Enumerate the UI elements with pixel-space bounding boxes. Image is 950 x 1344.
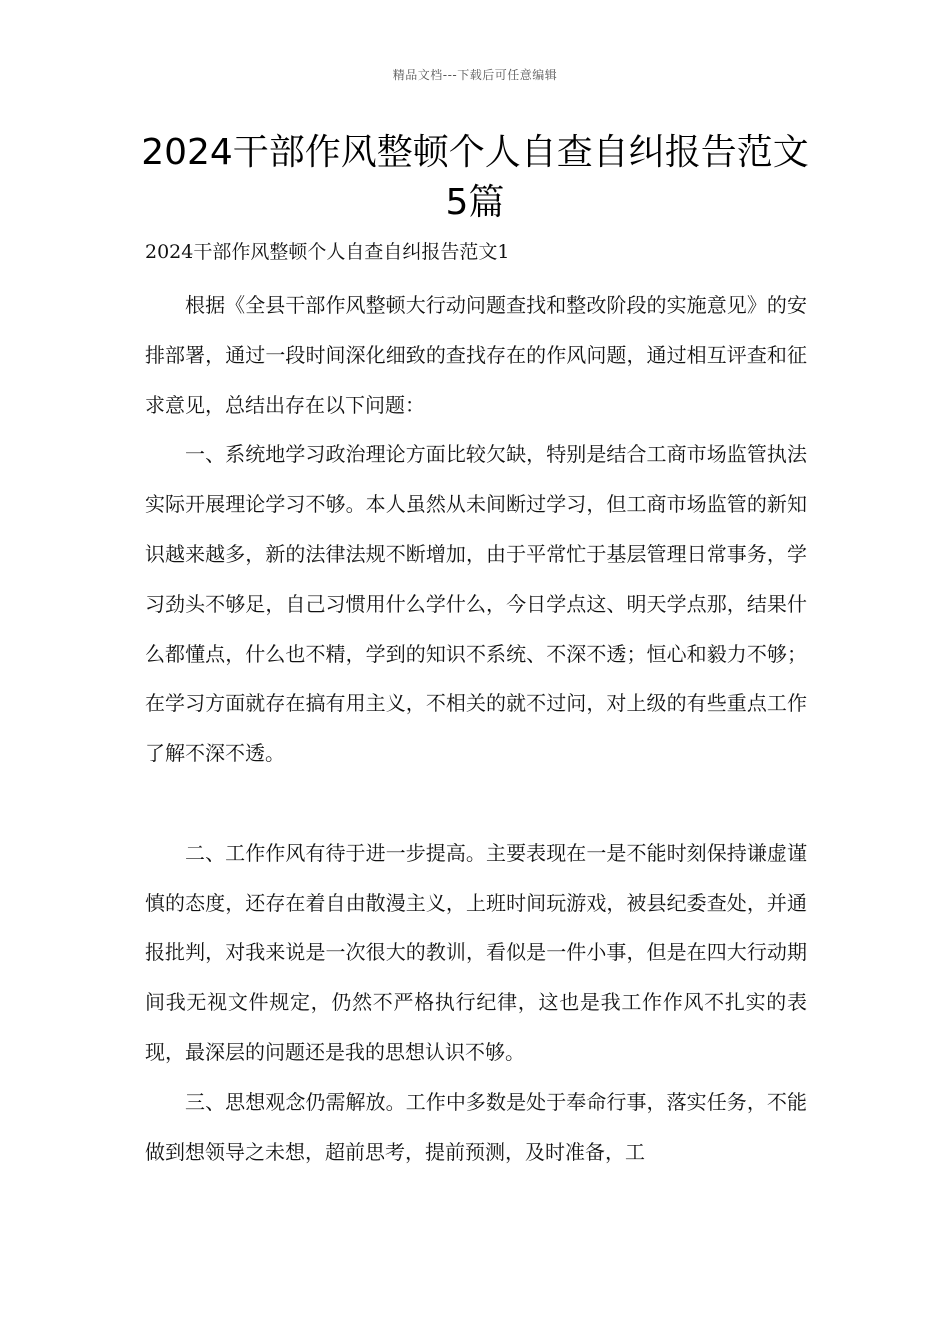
- paragraph: 一、系统地学习政治理论方面比较欠缺，特别是结合工商市场监管执法实际开展理论学习不够。本人虽然从未间断过学习，但工商市场监管的新知识越来越多，新的法律法规不断增加，由于平常忙于基层管理日常事务，学习劲头不够足，自己习惯用什么学什么，今日学点这、明天学点那，结果什么都懂点，什么也不精，学到的知识不系统、不深不透；恒心和毅力不够；在学习方面就存在搞有用主义，不相关的就不过问，对上级的有些重点工作了解不深不透。: [145, 442, 807, 766]
- section-subtitle: 2024干部作风整顿个人自查自纠报告范文1: [145, 241, 510, 263]
- body-text: [145, 281, 807, 1177]
- header-note: 精品文档---下载后可任意编辑: [392, 68, 558, 82]
- paragraph: 二、工作作风有待于进一步提高。主要表现在一是不能时刻保持谦虚谨慎的态度，还存在着自由散漫主义，上班时间玩游戏，被县纪委查处，并通报批判，对我来说是一次很大的教训，看似是一件小事，但是在四大行动期间我无视文件规定，仍然不严格执行纪律，这也是我工作作风不扎实的表现，最深层的问题还是我的思想认识不够。: [145, 840, 807, 1064]
- document-title: 2024干部作风整顿个人自查自纠报告范文5篇: [141, 132, 809, 223]
- paragraph: 三、思想观念仍需解放。工作中多数是处于奉命行事，落实任务，不能做到想领导之未想，超前思考，提前预测，及时准备，工: [145, 1089, 807, 1164]
- paragraph: 根据《全县干部作风整顿大行动问题查找和整改阶段的实施意见》的安排部署，通过一段时间深化细致的查找存在的作风问题，通过相互评查和征求意见，总结出存在以下问题：: [145, 293, 807, 417]
